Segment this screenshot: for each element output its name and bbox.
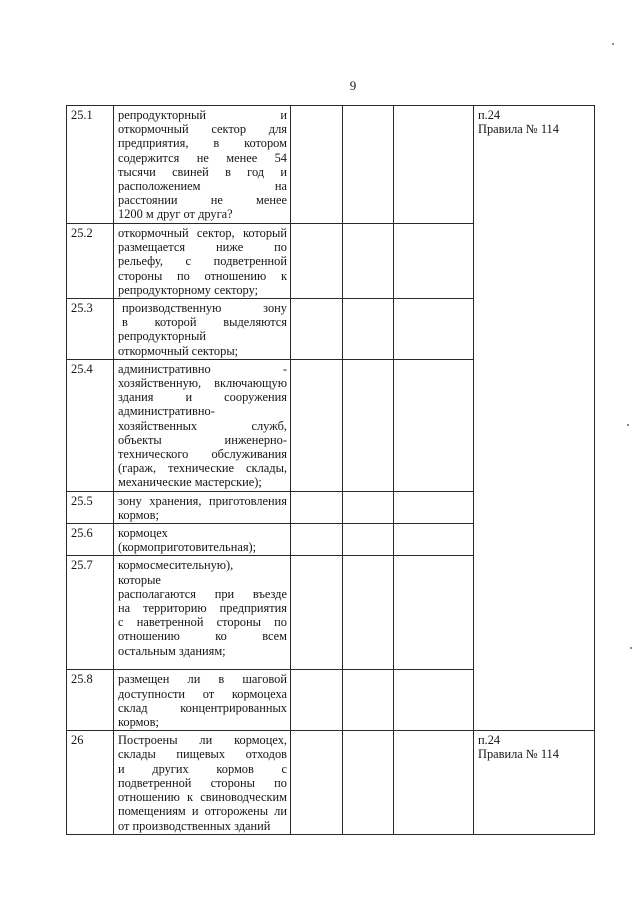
requirement-line: подветренной стороны по — [118, 775, 287, 790]
answer-na-cell — [394, 106, 474, 224]
reference-cell — [474, 556, 595, 670]
requirement-line: с наветренной стороны по — [118, 615, 287, 630]
answer-na-cell — [394, 556, 474, 670]
table-row — [67, 670, 595, 731]
table-row — [67, 359, 595, 491]
reference-document: Правила № 114 — [478, 747, 559, 762]
table-row — [67, 524, 595, 556]
requirement-line: предприятия, в котором — [118, 136, 287, 151]
requirement-line: отношению ко всем — [118, 629, 287, 644]
requirement-line: помещениям и отгорожены ли — [118, 804, 287, 819]
checklist-table — [66, 105, 595, 835]
requirement-line: расположением на — [118, 179, 287, 194]
item-number: 26 — [67, 731, 114, 834]
requirement-line: откормочный сектор для — [118, 122, 287, 137]
answer-na-cell — [394, 524, 474, 556]
answer-na-cell — [394, 224, 474, 299]
requirement-line: доступности от кормоцеха — [118, 686, 287, 701]
answer-yes-cell — [291, 359, 343, 491]
answer-yes-cell — [291, 299, 343, 360]
item-number: 25.5 — [67, 491, 114, 523]
answer-no-cell — [343, 106, 394, 224]
answer-no-cell — [343, 524, 394, 556]
requirement-line: склады пищевых отходов — [118, 747, 287, 762]
requirement-line: Построены ли кормоцех, — [118, 733, 287, 748]
page-number: 9 — [349, 78, 357, 93]
answer-yes-cell — [291, 106, 343, 224]
requirement-line: остальным зданиям; — [118, 643, 226, 658]
requirement-text — [114, 491, 291, 523]
answer-yes-cell — [291, 556, 343, 670]
reference-cell — [474, 491, 595, 523]
reference-cell — [474, 670, 595, 731]
answer-no-cell — [343, 359, 394, 491]
requirement-line: технического обслуживания — [118, 447, 287, 462]
requirement-line: объекты инженерно- — [118, 432, 287, 447]
requirement-line: расстоянии не менее — [118, 193, 287, 208]
answer-yes-cell — [291, 524, 343, 556]
requirement-text — [114, 556, 291, 670]
requirement-line: и других кормов с — [118, 761, 287, 776]
answer-no-cell — [343, 670, 394, 731]
table-row — [67, 224, 595, 299]
requirement-line: хозяйственную, включающую — [118, 376, 287, 391]
requirement-line: кормов; — [118, 715, 159, 730]
requirement-text — [114, 106, 291, 224]
requirement-line: административно - — [118, 361, 287, 376]
requirement-line: административно- — [118, 404, 215, 419]
answer-no-cell — [343, 491, 394, 523]
table-row — [67, 731, 595, 834]
scan-speck — [612, 43, 614, 45]
requirement-line: репродукторному сектору; — [118, 282, 259, 297]
requirement-line: 1200 м друг от друга? — [118, 207, 233, 222]
requirement-line: располагаются при въезде — [118, 586, 287, 601]
requirement-text — [114, 359, 291, 491]
item-number: 25.8 — [67, 670, 114, 731]
requirement-line: содержится не менее 54 — [118, 150, 287, 165]
item-number: 25.7 — [67, 556, 114, 670]
reference-cell — [474, 359, 595, 491]
requirement-text — [114, 731, 291, 834]
item-number: 25.2 — [67, 224, 114, 299]
answer-no-cell — [343, 224, 394, 299]
requirement-line: на территорию предприятия — [118, 601, 287, 616]
reference-cell — [474, 224, 595, 299]
scan-speck — [627, 424, 629, 426]
requirement-line: зону хранения, приготовления — [118, 493, 287, 508]
answer-no-cell — [343, 556, 394, 670]
requirement-line: тысячи свиней в год и — [118, 164, 287, 179]
answer-na-cell — [394, 359, 474, 491]
requirement-line: которые — [118, 572, 161, 587]
reference-clause: п.24 — [478, 733, 501, 748]
table-row — [67, 106, 595, 224]
requirement-line: кормосмесительную), — [118, 558, 234, 573]
requirement-line: размещается ниже по — [118, 240, 287, 255]
requirement-line: механические мастерские); — [118, 475, 262, 490]
item-number: 25.1 — [67, 106, 114, 224]
answer-yes-cell — [291, 491, 343, 523]
answer-no-cell — [343, 731, 394, 834]
requirement-line: репродукторный — [118, 329, 206, 344]
answer-na-cell — [394, 491, 474, 523]
reference-cell — [474, 731, 595, 834]
answer-yes-cell — [291, 224, 343, 299]
requirement-line: рельефу, с подветренной — [118, 254, 287, 269]
reference-document: Правила № 114 — [478, 122, 559, 137]
requirement-line: размещен ли в шаговой — [118, 672, 287, 687]
requirement-line: репродукторный и — [118, 108, 287, 122]
scan-speck — [630, 647, 632, 649]
requirement-line: кормоцех — [118, 526, 168, 541]
answer-yes-cell — [291, 670, 343, 731]
table-row — [67, 299, 595, 360]
reference-cell — [474, 524, 595, 556]
reference-cell — [474, 299, 595, 360]
item-number: 25.3 — [67, 299, 114, 360]
requirement-line: откормочный сектор, который — [118, 226, 287, 240]
requirement-line: здания и сооружения — [118, 390, 287, 405]
table-body — [67, 106, 595, 835]
answer-na-cell — [394, 731, 474, 834]
requirement-line: производственную зону — [122, 301, 287, 316]
table-row — [67, 556, 595, 670]
reference-cell — [474, 106, 595, 224]
reference-clause: п.24 — [478, 108, 501, 122]
requirement-text — [114, 524, 291, 556]
requirement-line: откормочный секторы; — [118, 343, 239, 358]
answer-na-cell — [394, 299, 474, 360]
answer-yes-cell — [291, 731, 343, 834]
requirement-line: кормов; — [118, 507, 159, 522]
table-row — [67, 491, 595, 523]
requirement-line: от производственных зданий — [118, 818, 271, 833]
requirement-line: склад концентрированных — [118, 700, 287, 715]
requirement-line: стороны по отношению к — [118, 268, 287, 283]
requirement-line: в которой выделяются — [122, 315, 287, 330]
requirement-line: отношению к свиноводческим — [118, 790, 287, 805]
item-number: 25.6 — [67, 524, 114, 556]
item-number: 25.4 — [67, 359, 114, 491]
answer-na-cell — [394, 670, 474, 731]
requirement-line: (гараж, технические склады, — [118, 461, 287, 476]
requirement-text — [114, 224, 291, 299]
requirement-text — [114, 299, 291, 360]
answer-no-cell — [343, 299, 394, 360]
requirement-line: (кормоприготовительная); — [118, 540, 257, 555]
requirement-text — [114, 670, 291, 731]
requirement-line: хозяйственных служб, — [118, 418, 287, 433]
